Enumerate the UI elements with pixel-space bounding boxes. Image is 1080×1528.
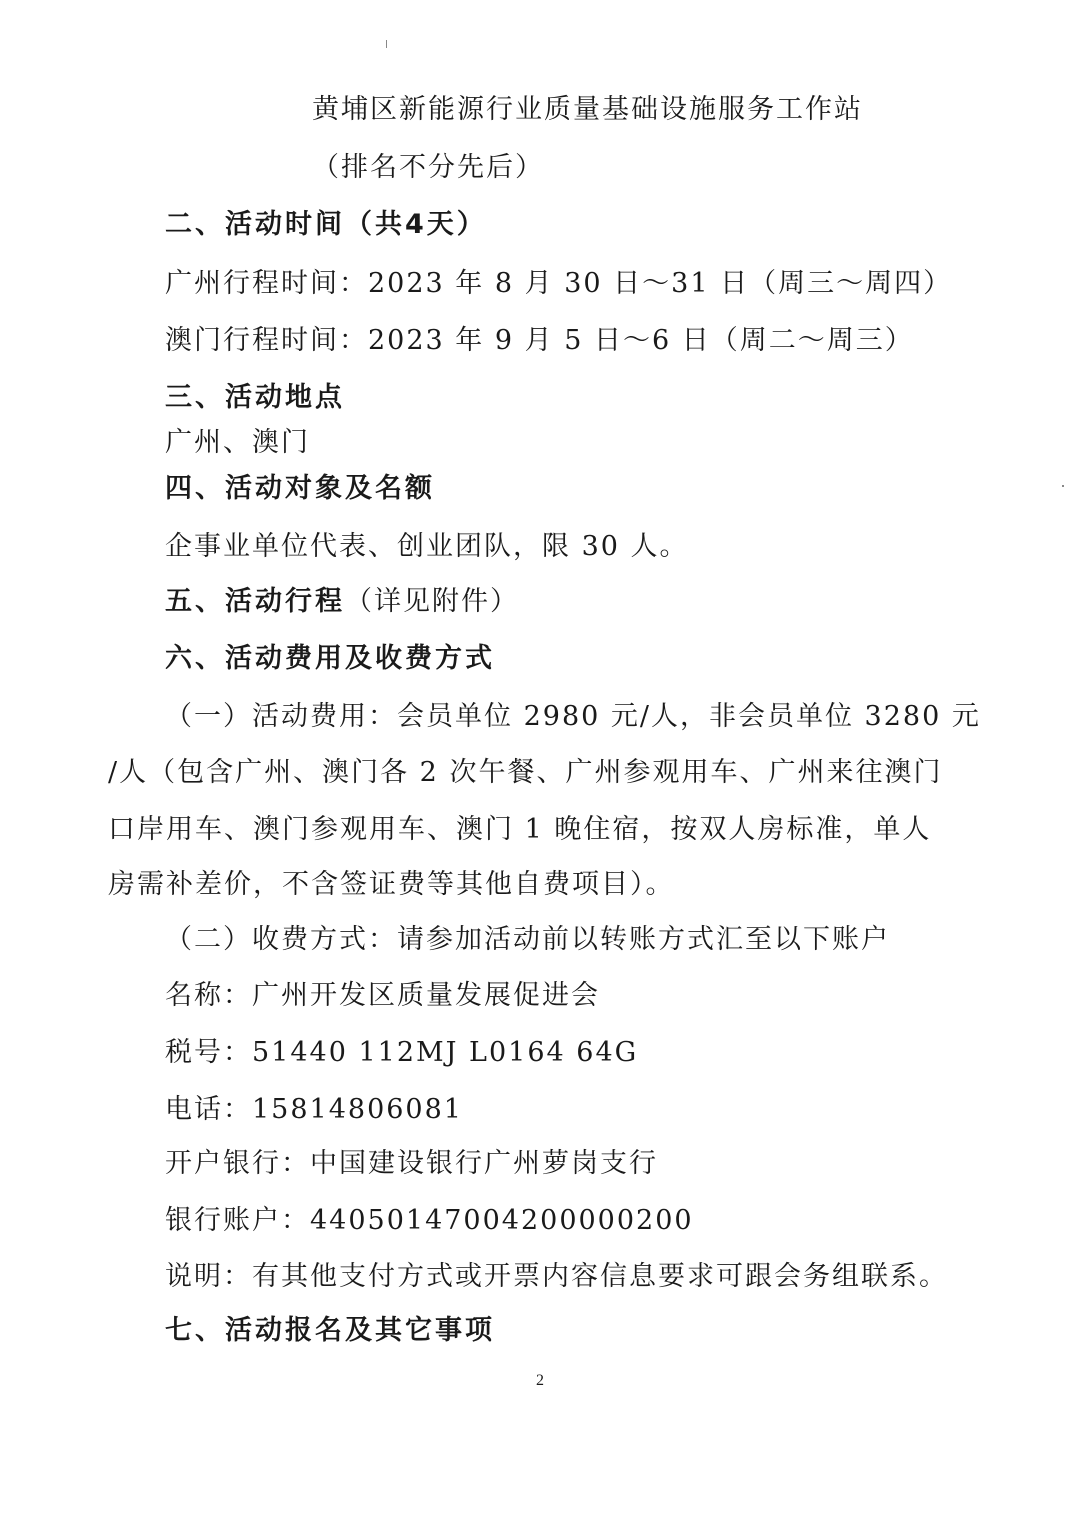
fee-line-4: 房需补差价，不含签证费等其他自费项目）。 bbox=[108, 869, 675, 900]
guangzhou-schedule: 广州行程时间：2023 年 8 月 30 日～31 日（周三～周四） bbox=[165, 268, 953, 299]
macau-schedule: 澳门行程时间：2023 年 9 月 5 日～6 日（周二～周三） bbox=[165, 325, 914, 356]
tax-id: 税号：51440 112MJ L0164 64G bbox=[165, 1037, 639, 1068]
participants-quota: 企事业单位代表、创业团队，限 30 人。 bbox=[165, 531, 689, 562]
fee-line-1: （一）活动费用：会员单位 2980 元/人，非会员单位 3280 元 bbox=[165, 701, 981, 732]
section-4-heading: 四、活动对象及名额 bbox=[165, 473, 435, 504]
fee-line-2: /人（包含广州、澳门各 2 次午餐、广州参观用车、广州来往澳门 bbox=[108, 757, 943, 788]
bank-account-number: 银行账户：44050147004200000200 bbox=[165, 1205, 694, 1236]
section-5-heading: 五、活动行程 bbox=[165, 586, 345, 617]
section-6-heading: 六、活动费用及收费方式 bbox=[165, 643, 495, 674]
scan-speck bbox=[386, 40, 387, 48]
order-note: （排名不分先后） bbox=[312, 152, 544, 183]
scan-speck bbox=[1062, 485, 1064, 487]
section-2-heading: 二、活动时间（共4天） bbox=[165, 209, 487, 240]
payment-method: （二）收费方式：请参加活动前以转账方式汇至以下账户 bbox=[165, 924, 890, 955]
section-5-note: （详见附件） bbox=[345, 586, 519, 617]
bank-name: 开户银行：中国建设银行广州萝岗支行 bbox=[165, 1148, 658, 1179]
section-3-heading: 三、活动地点 bbox=[165, 382, 345, 413]
contact-note: 说明：有其他支付方式或开票内容信息要求可跟会务组联系。 bbox=[165, 1261, 948, 1292]
activity-location: 广州、澳门 bbox=[165, 427, 310, 458]
section-7-heading: 七、活动报名及其它事项 bbox=[165, 1315, 495, 1346]
account-name: 名称：广州开发区质量发展促进会 bbox=[165, 980, 600, 1011]
organization-name: 黄埔区新能源行业质量基础设施服务工作站 bbox=[312, 94, 863, 125]
fee-line-3: 口岸用车、澳门参观用车、澳门 1 晚住宿，按双人房标准，单人 bbox=[108, 814, 932, 845]
section-5-heading-line bbox=[165, 584, 519, 620]
phone-number: 电话：15814806081 bbox=[165, 1094, 463, 1125]
page-number: 2 bbox=[536, 1372, 544, 1389]
